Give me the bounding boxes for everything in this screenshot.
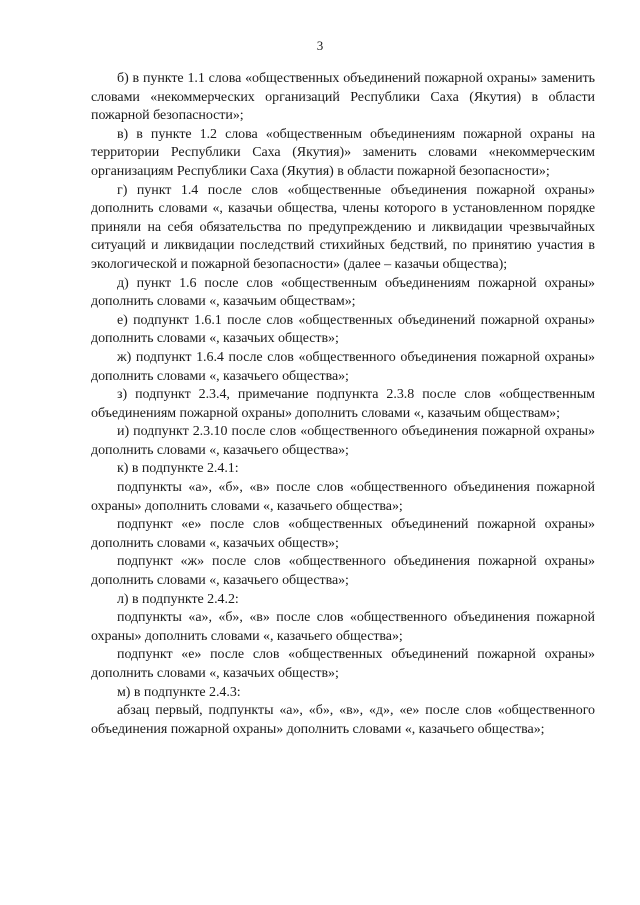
paragraph-d: д) пункт 1.6 после слов «общественным объединениям пожарной охраны» дополнить словами «, казачьим обществам»; [91, 275, 595, 310]
paragraph-i: и) подпункт 2.3.10 после слов «общественного объединения пожарной охраны» дополнить словами «, казачьего общества»; [91, 424, 595, 458]
paragraph-k-item-1: подпункты «а», «б», «в» после слов «общественного объединения пожарной охраны» дополнить словами «, казачьего общества»; [91, 480, 595, 514]
paragraph-l-item-2: подпункт «е» после слов «общественных объединений пожарной охраны» дополнить словами «, казачьих обществ»; [91, 647, 595, 681]
paragraph-l-item-1: подпункты «а», «б», «в» после слов «общественного объединения пожарной охраны» дополнить словами «, казачьего общества»; [91, 610, 595, 644]
paragraph-e: е) подпункт 1.6.1 после слов «общественных объединений пожарной охраны» дополнить словами «, казачьих обществ»; [91, 312, 595, 347]
paragraph-k-item-3: подпункт «ж» после слов «общественного объединения пожарной охраны» дополнить словами «, казачьего общества»; [91, 554, 595, 589]
document-body [91, 70, 595, 739]
paragraph-m-item-1: абзац первый, подпункты «а», «б», «в», «д», «е» после слов «общественного объединения пожарной охраны» дополнить словами «, казачьего общества»; [91, 703, 595, 737]
paragraph-b: б) в пункте 1.1 слова «общественных объединений пожарной охраны» заменить словами «некоммерческих организаций Республики Саха (Якутия) в области пожарной безопасности»; [91, 71, 595, 124]
paragraph-zh: ж) подпункт 1.6.4 после слов «общественного объединения пожарной охраны» дополнить словами «, казачьего общества»; [91, 349, 595, 384]
paragraph-m-heading: м) в подпункте 2.4.3: [117, 684, 241, 700]
paragraph-k-heading: к) в подпункте 2.4.1: [117, 461, 239, 477]
paragraph-l-heading: л) в подпункте 2.4.2: [117, 591, 239, 607]
page-number: 3 [316, 38, 324, 53]
paragraph-k-item-2: подпункт «е» после слов «общественных объединений пожарной охраны» дополнить словами «, казачьих обществ»; [91, 517, 595, 551]
paragraph-v: в) в пункте 1.2 слова «общественным объединениям пожарной охраны на территории Республики Саха (Якутия)» заменить словами «некоммерческим организациям Республики Саха (Якутия) в области пожарной безопасности»; [91, 126, 595, 179]
paragraph-g: г) пункт 1.4 после слов «общественные объединения пожарной охраны» дополнить словами «, казачьи общества, члены которого в установленном порядке приняли на себя обязательства по предупреждению и ликвидации чрезвычайных ситуаций и ликвидации последствий стихийных бедствий, по принятию участия в экологической и пожарной безопасности» (далее – казачьи общества); [91, 182, 595, 272]
paragraph-z: з) подпункт 2.3.4, примечание подпункта 2.3.8 после слов «общественным объединениям пожарной охраны» дополнить словами «, казачьим обществам»; [91, 387, 595, 421]
